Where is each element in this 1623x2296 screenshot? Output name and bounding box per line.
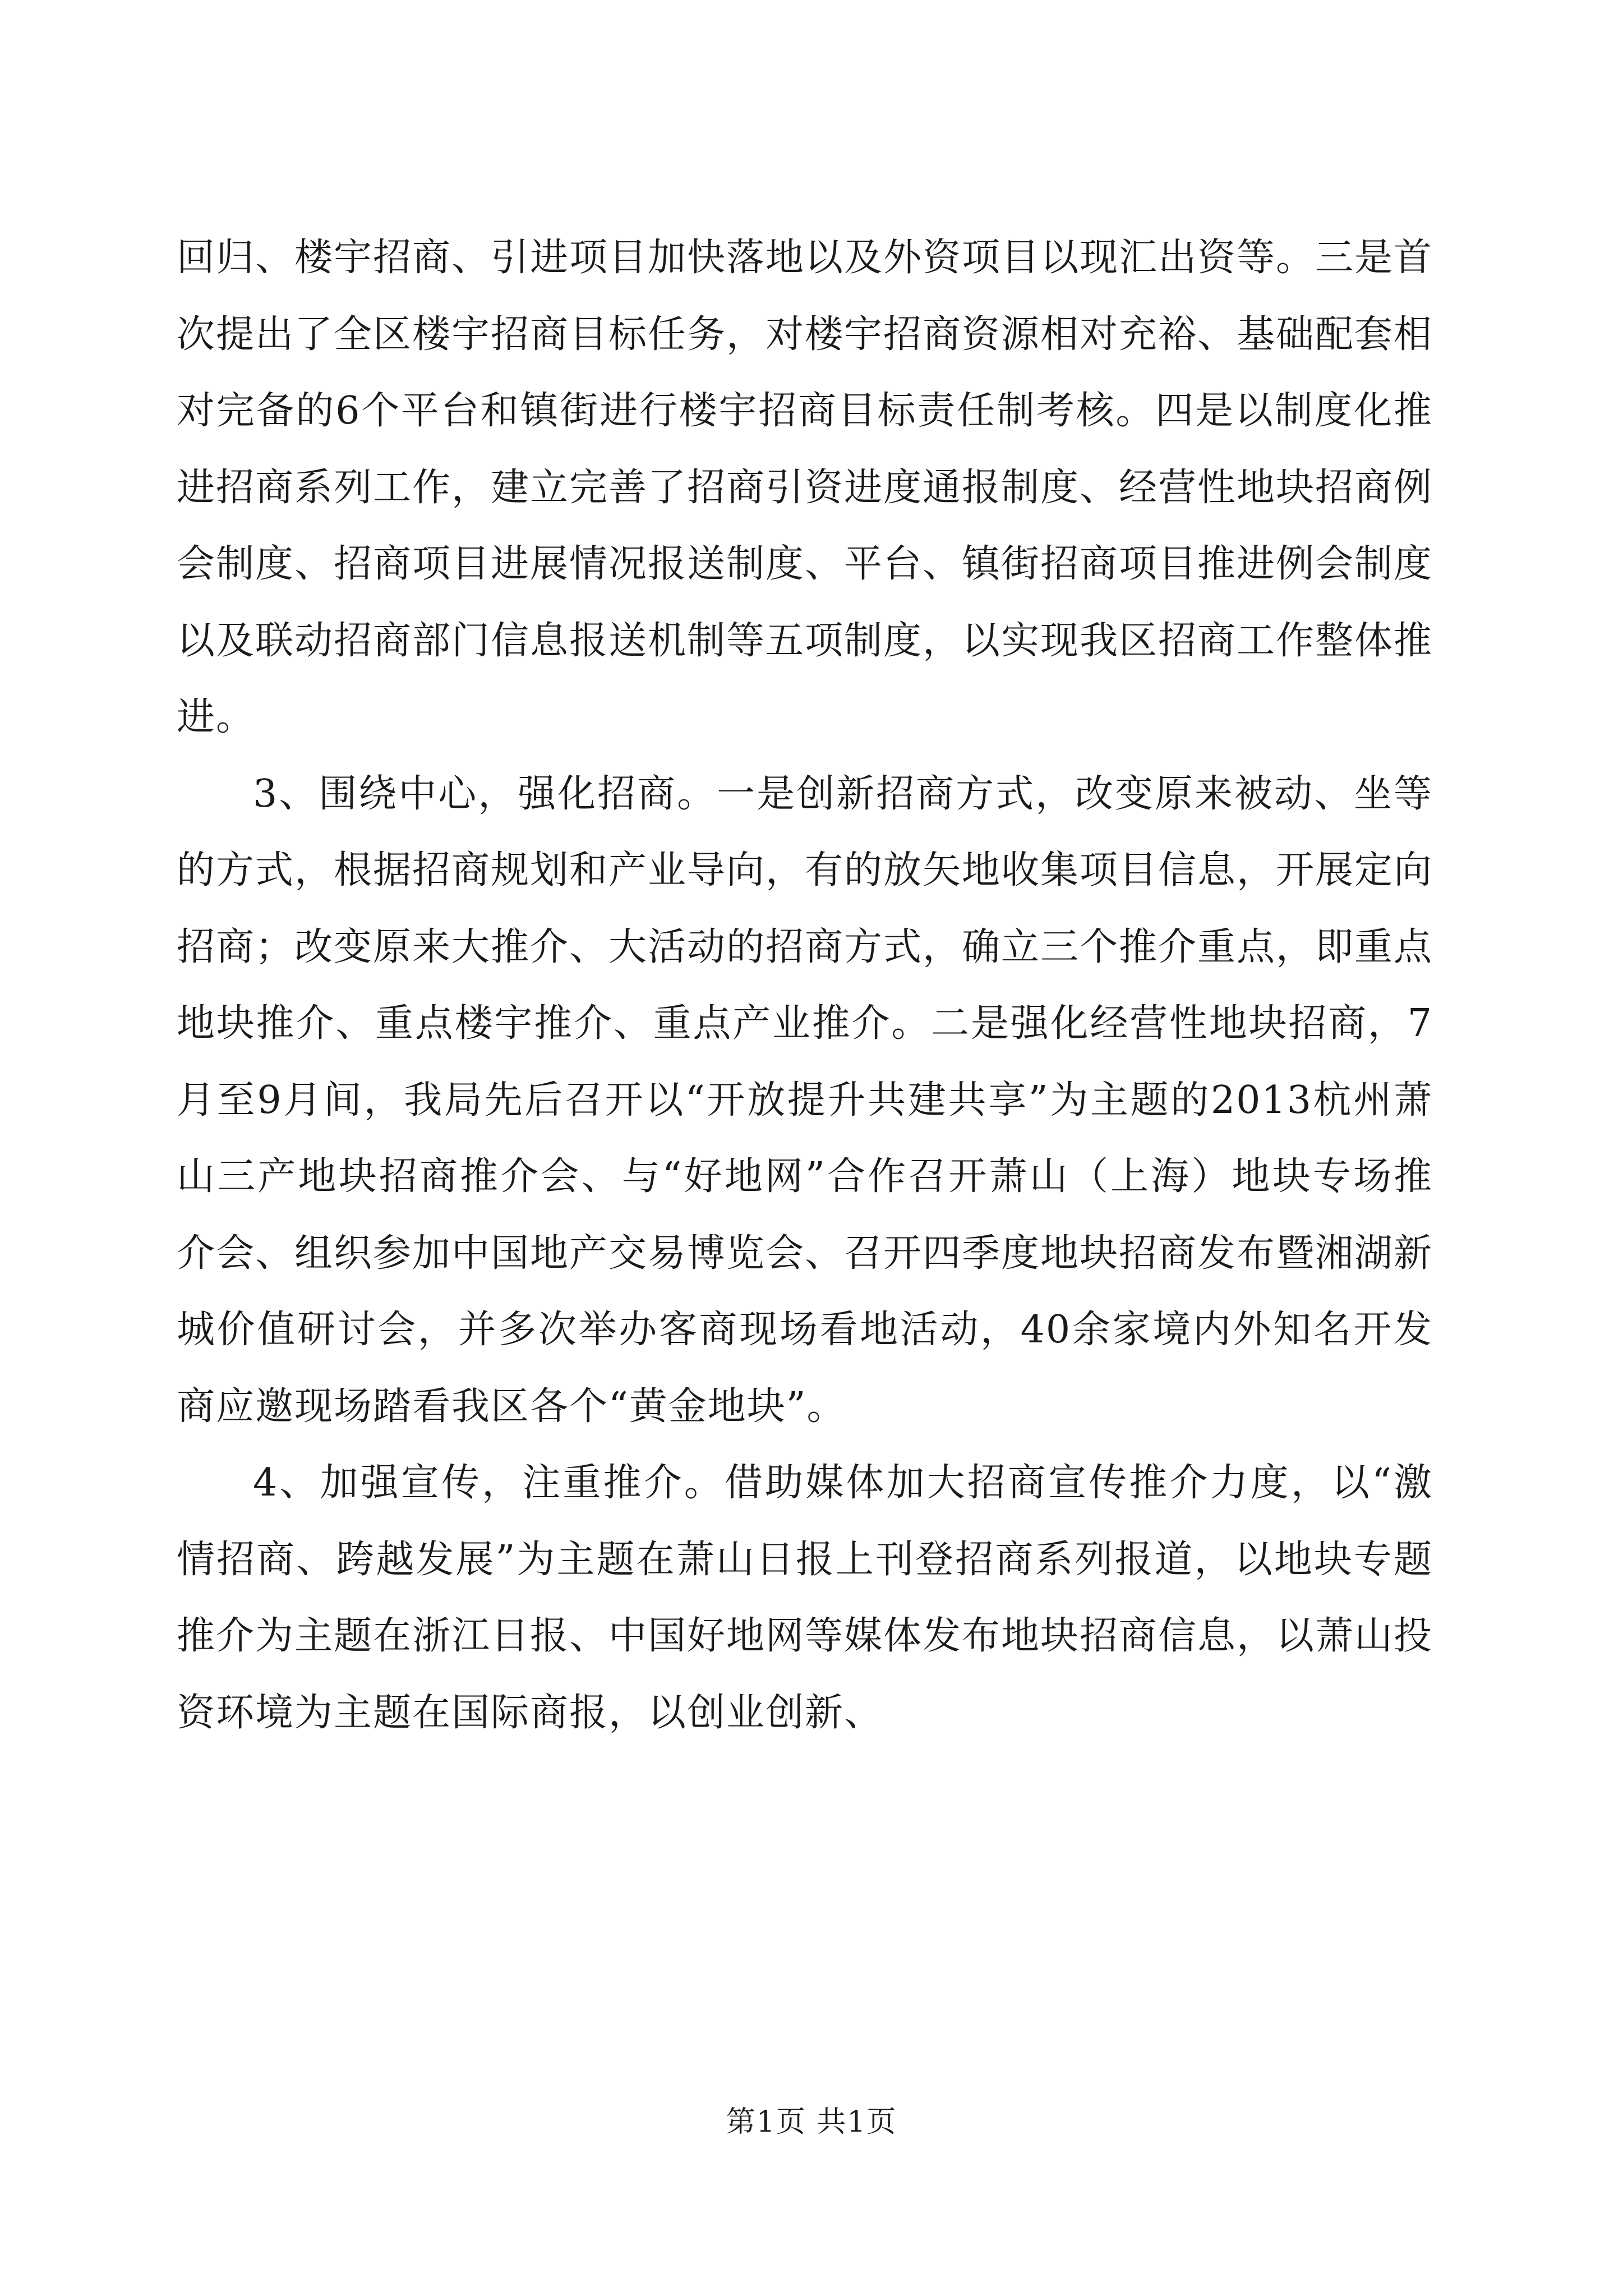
paragraph-3: 4、加强宣传，注重推介。借助媒体加大招商宣传推介力度，以“激情招商、跨越发展”为主题在萧山日报上刊登招商系列报道，以地块专题推介为主题在浙江日报、中国好地网等媒体发布地块招商信息，以萧山投资环境为主题在国际商报，以创业创新、: [177, 1461, 1433, 1735]
document-body: [177, 220, 1433, 1751]
paragraph-2: 3、围绕中心，强化招商。一是创新招商方式，改变原来被动、坐等的方式，根据招商规划和产业导向，有的放矢地收集项目信息，开展定向招商；改变原来大推介、大活动的招商方式，确立三个推介重点，即重点地块推介、重点楼宇推介、重点产业推介。二是强化经营性地块招商，7月至9月间，我局先后召开以“开放提升共建共享”为主题的2013杭州萧山三产地块招商推介会、与“好地网”合作召开萧山（上海）地块专场推介会、组织参加中国地产交易博览会、召开四季度地块招商发布暨湘湖新城价值研讨会，并多次举办客商现场看地活动，40余家境内外知名开发商应邀现场踏看我区各个“黄金地块”。: [177, 771, 1433, 1429]
page-footer: 第1页 共1页: [726, 2105, 897, 2139]
paragraph-1: 回归、楼宇招商、引进项目加快落地以及外资项目以现汇出资等。三是首次提出了全区楼宇招商目标任务，对楼宇招商资源相对充裕、基础配套相对完备的6个平台和镇街进行楼宇招商目标责任制考核。四是以制度化推进招商系列工作，建立完善了招商引资进度通报制度、经营性地块招商例会制度、招商项目进展情况报送制度、平台、镇街招商项目推进例会制度以及联动招商部门信息报送机制等五项制度，以实现我区招商工作整体推进。: [177, 236, 1433, 739]
